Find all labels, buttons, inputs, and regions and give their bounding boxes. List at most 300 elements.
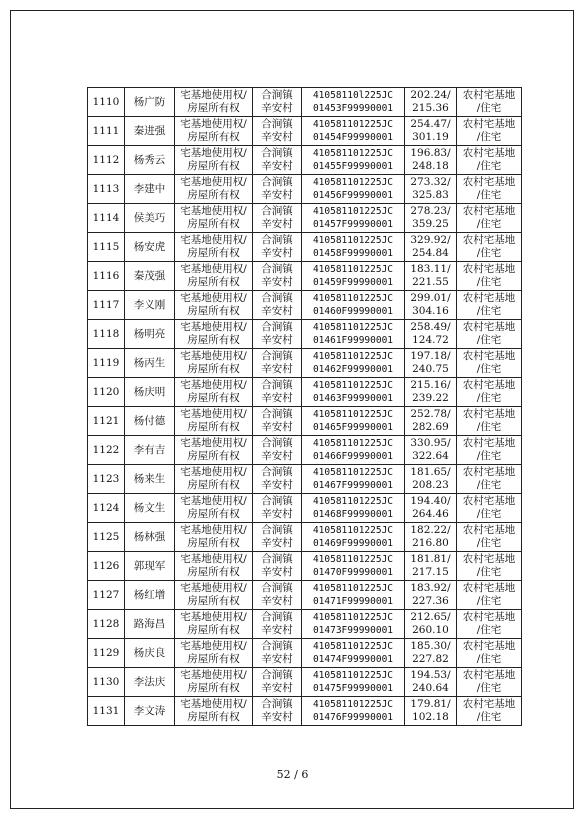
location-line: 合涧镇: [261, 611, 293, 623]
area-line: 325.83: [412, 189, 449, 201]
land-use-line: 农村宅基地: [462, 437, 516, 449]
parcel-code-line: 410581101225JC: [312, 496, 394, 507]
owner-name-cell: 杨庆良: [125, 639, 175, 668]
table-row: [88, 436, 522, 465]
row-number-cell: 1113: [88, 175, 125, 204]
right-type-line: 宅基地使用权/: [180, 466, 247, 478]
right-type-line: 房屋所有权: [187, 189, 240, 201]
owner-name-cell: 杨文生: [125, 494, 175, 523]
right-type-line: 房屋所有权: [187, 508, 240, 520]
parcel-code-line: 01454F99990001: [312, 132, 394, 143]
area-line: 215.36: [412, 102, 449, 114]
location-line: 辛安村: [261, 363, 293, 375]
owner-name-cell: 李有吉: [125, 436, 175, 465]
right-type-cell: [175, 88, 253, 117]
table-row: [88, 523, 522, 552]
land-use-cell: [457, 378, 522, 407]
land-use-line: /住宅: [476, 537, 502, 549]
parcel-code-line: 01459F99990001: [312, 277, 394, 288]
area-cell: [405, 146, 457, 175]
row-number-cell: 1121: [88, 407, 125, 436]
land-use-line: 农村宅基地: [462, 350, 516, 362]
right-type-line: 房屋所有权: [187, 363, 240, 375]
area-line: 182.22/: [410, 524, 451, 536]
right-type-line: 宅基地使用权/: [180, 611, 247, 623]
parcel-code-line: 01458F99990001: [312, 248, 394, 259]
table-row: [88, 668, 522, 697]
area-line: 185.30/: [410, 640, 451, 652]
land-use-cell: [457, 436, 522, 465]
right-type-line: 宅基地使用权/: [180, 89, 247, 101]
location-line: 辛安村: [261, 450, 293, 462]
table-row: [88, 175, 522, 204]
right-type-line: 宅基地使用权/: [180, 582, 247, 594]
land-use-cell: [457, 581, 522, 610]
land-use-line: 农村宅基地: [462, 669, 516, 681]
area-line: 273.32/: [410, 176, 451, 188]
land-use-line: 农村宅基地: [462, 495, 516, 507]
right-type-line: 宅基地使用权/: [180, 263, 247, 275]
row-number-cell: 1122: [88, 436, 125, 465]
owner-name-cell: 杨庆明: [125, 378, 175, 407]
location-line: 辛安村: [261, 421, 293, 433]
parcel-code-line: 410581101225JC: [312, 409, 394, 420]
area-cell: [405, 465, 457, 494]
right-type-cell: [175, 668, 253, 697]
parcel-code-line: 410581101225JC: [312, 554, 394, 565]
parcel-code-line: 01476F99990001: [312, 712, 394, 723]
location-line: 合涧镇: [261, 640, 293, 652]
location-line: 合涧镇: [261, 495, 293, 507]
land-use-line: 农村宅基地: [462, 466, 516, 478]
location-line: 合涧镇: [261, 698, 293, 710]
area-line: 282.69: [412, 421, 449, 433]
parcel-code-line: 410581101225JC: [312, 438, 394, 449]
area-cell: [405, 552, 457, 581]
row-number-cell: 1112: [88, 146, 125, 175]
right-type-line: 房屋所有权: [187, 653, 240, 665]
table-row: [88, 262, 522, 291]
land-use-cell: [457, 117, 522, 146]
area-line: 181.81/: [410, 553, 451, 565]
right-type-line: 宅基地使用权/: [180, 234, 247, 246]
owner-name-cell: 杨广防: [125, 88, 175, 117]
land-use-line: /住宅: [476, 276, 502, 288]
location-line: 合涧镇: [261, 379, 293, 391]
area-line: 183.11/: [410, 263, 451, 275]
location-line: 合涧镇: [261, 582, 293, 594]
right-type-line: 房屋所有权: [187, 305, 240, 317]
location-line: 辛安村: [261, 653, 293, 665]
right-type-line: 房屋所有权: [187, 595, 240, 607]
land-use-line: /住宅: [476, 247, 502, 259]
right-type-cell: [175, 610, 253, 639]
owner-name-cell: 杨秀云: [125, 146, 175, 175]
area-line: 254.47/: [410, 118, 451, 130]
right-type-cell: [175, 233, 253, 262]
parcel-code-line: 410581101225JC: [312, 612, 394, 623]
area-line: 301.19: [412, 131, 449, 143]
right-type-line: 房屋所有权: [187, 421, 240, 433]
area-cell: [405, 436, 457, 465]
land-use-cell: [457, 552, 522, 581]
parcel-code-line: 410581101225JC: [312, 264, 394, 275]
land-use-line: /住宅: [476, 508, 502, 520]
row-number-cell: 1127: [88, 581, 125, 610]
owner-name-cell: 杨林强: [125, 523, 175, 552]
area-line: 221.55: [412, 276, 449, 288]
parcel-code-line: 410581101225JC: [312, 583, 394, 594]
area-cell: [405, 610, 457, 639]
parcel-code-line: 01463F99990001: [312, 393, 394, 404]
parcel-code-line: 410581101225JC: [312, 148, 394, 159]
area-line: 304.16: [412, 305, 449, 317]
parcel-code-line: 01473F99990001: [312, 625, 394, 636]
area-line: 299.01/: [410, 292, 451, 304]
location-line: 辛安村: [261, 537, 293, 549]
parcel-code-line: 01467F99990001: [312, 480, 394, 491]
parcel-code-line: 01475F99990001: [312, 683, 394, 694]
row-number-cell: 1114: [88, 204, 125, 233]
area-cell: [405, 378, 457, 407]
area-line: 227.82: [412, 653, 449, 665]
parcel-code-line: 410581101225JC: [312, 206, 394, 217]
land-use-cell: [457, 262, 522, 291]
parcel-code-line: 01455F99990001: [312, 161, 394, 172]
land-use-cell: [457, 668, 522, 697]
area-line: 212.65/: [410, 611, 451, 623]
parcel-code-cell: [302, 639, 405, 668]
land-use-cell: [457, 204, 522, 233]
area-line: 216.80: [412, 537, 449, 549]
location-cell: [253, 88, 302, 117]
parcel-code-cell: [302, 117, 405, 146]
parcel-code-line: 410581101225JC: [312, 322, 394, 333]
owner-name-cell: 李义刚: [125, 291, 175, 320]
right-type-line: 宅基地使用权/: [180, 553, 247, 565]
parcel-code-line: 01462F99990001: [312, 364, 394, 375]
land-use-cell: [457, 523, 522, 552]
land-use-cell: [457, 465, 522, 494]
location-cell: [253, 233, 302, 262]
land-use-line: 农村宅基地: [462, 205, 516, 217]
right-type-line: 宅基地使用权/: [180, 321, 247, 333]
location-line: 合涧镇: [261, 263, 293, 275]
parcel-code-line: 01465F99990001: [312, 422, 394, 433]
land-use-line: 农村宅基地: [462, 524, 516, 536]
area-line: 240.64: [412, 682, 449, 694]
location-line: 辛安村: [261, 160, 293, 172]
owner-name-cell: 秦进强: [125, 117, 175, 146]
owner-name-cell: 李法庆: [125, 668, 175, 697]
parcel-code-line: 410581101225JC: [312, 670, 394, 681]
land-use-cell: [457, 639, 522, 668]
table-row: [88, 146, 522, 175]
row-number-cell: 1131: [88, 697, 125, 726]
right-type-cell: [175, 639, 253, 668]
row-number-cell: 1126: [88, 552, 125, 581]
location-cell: [253, 407, 302, 436]
location-cell: [253, 494, 302, 523]
parcel-code-cell: [302, 697, 405, 726]
area-line: 202.24/: [410, 89, 451, 101]
parcel-code-cell: [302, 581, 405, 610]
right-type-line: 房屋所有权: [187, 218, 240, 230]
parcel-code-cell: [302, 204, 405, 233]
parcel-code-cell: [302, 378, 405, 407]
area-line: 196.83/: [410, 147, 451, 159]
right-type-line: 房屋所有权: [187, 450, 240, 462]
land-use-line: /住宅: [476, 305, 502, 317]
row-number-cell: 1124: [88, 494, 125, 523]
parcel-code-line: 410581101225JC: [312, 641, 394, 652]
right-type-line: 房屋所有权: [187, 682, 240, 694]
parcel-code-line: 01471F99990001: [312, 596, 394, 607]
parcel-code-line: 01461F99990001: [312, 335, 394, 346]
land-use-line: 农村宅基地: [462, 408, 516, 420]
table-row: [88, 349, 522, 378]
land-use-line: 农村宅基地: [462, 263, 516, 275]
parcel-code-line: 01453F99990001: [312, 103, 394, 114]
table-row: [88, 291, 522, 320]
land-use-line: /住宅: [476, 566, 502, 578]
area-line: 179.81/: [410, 698, 451, 710]
area-line: 260.10: [412, 624, 449, 636]
parcel-code-line: 01456F99990001: [312, 190, 394, 201]
right-type-line: 宅基地使用权/: [180, 640, 247, 652]
location-cell: [253, 552, 302, 581]
area-cell: [405, 581, 457, 610]
location-line: 辛安村: [261, 247, 293, 259]
table-row: [88, 378, 522, 407]
right-type-cell: [175, 552, 253, 581]
land-use-line: /住宅: [476, 334, 502, 346]
table-row: [88, 117, 522, 146]
right-type-line: 房屋所有权: [187, 566, 240, 578]
location-line: 合涧镇: [261, 147, 293, 159]
parcel-code-cell: [302, 523, 405, 552]
owner-name-cell: 杨安虎: [125, 233, 175, 262]
area-line: 217.15: [412, 566, 449, 578]
right-type-line: 房屋所有权: [187, 131, 240, 143]
location-line: 合涧镇: [261, 350, 293, 362]
area-cell: [405, 262, 457, 291]
row-number-cell: 1110: [88, 88, 125, 117]
area-cell: [405, 639, 457, 668]
area-cell: [405, 668, 457, 697]
parcel-code-line: 410581101225JC: [312, 699, 394, 710]
location-line: 合涧镇: [261, 669, 293, 681]
location-cell: [253, 262, 302, 291]
area-cell: [405, 233, 457, 262]
right-type-cell: [175, 523, 253, 552]
land-use-line: /住宅: [476, 392, 502, 404]
right-type-cell: [175, 465, 253, 494]
parcel-code-line: 01470F99990001: [312, 567, 394, 578]
land-use-cell: [457, 175, 522, 204]
area-line: 258.49/: [410, 321, 451, 333]
parcel-code-cell: [302, 320, 405, 349]
location-line: 辛安村: [261, 479, 293, 491]
location-cell: [253, 291, 302, 320]
location-line: 辛安村: [261, 102, 293, 114]
owner-name-cell: 路海昌: [125, 610, 175, 639]
table-row: [88, 697, 522, 726]
land-use-cell: [457, 407, 522, 436]
land-use-cell: [457, 610, 522, 639]
location-line: 合涧镇: [261, 437, 293, 449]
right-type-line: 宅基地使用权/: [180, 176, 247, 188]
parcel-code-line: 410581101225JC: [312, 351, 394, 362]
row-number-cell: 1119: [88, 349, 125, 378]
location-line: 合涧镇: [261, 89, 293, 101]
location-line: 合涧镇: [261, 176, 293, 188]
owner-name-cell: 侯美巧: [125, 204, 175, 233]
owner-name-cell: 杨红增: [125, 581, 175, 610]
area-line: 252.78/: [410, 408, 451, 420]
parcel-code-line: 01460F99990001: [312, 306, 394, 317]
land-use-line: /住宅: [476, 189, 502, 201]
right-type-cell: [175, 407, 253, 436]
right-type-line: 宅基地使用权/: [180, 408, 247, 420]
parcel-code-cell: [302, 146, 405, 175]
table-row: [88, 320, 522, 349]
location-cell: [253, 175, 302, 204]
area-line: 248.18: [412, 160, 449, 172]
land-use-line: 农村宅基地: [462, 147, 516, 159]
table-row: [88, 581, 522, 610]
area-line: 197.18/: [410, 350, 451, 362]
area-cell: [405, 291, 457, 320]
land-use-cell: [457, 233, 522, 262]
location-cell: [253, 349, 302, 378]
parcel-code-line: 01466F99990001: [312, 451, 394, 462]
location-line: 合涧镇: [261, 524, 293, 536]
row-number-cell: 1129: [88, 639, 125, 668]
location-cell: [253, 117, 302, 146]
location-line: 辛安村: [261, 566, 293, 578]
land-use-line: 农村宅基地: [462, 118, 516, 130]
land-use-cell: [457, 697, 522, 726]
area-line: 240.75: [412, 363, 449, 375]
right-type-line: 宅基地使用权/: [180, 350, 247, 362]
right-type-cell: [175, 175, 253, 204]
location-cell: [253, 697, 302, 726]
location-line: 辛安村: [261, 595, 293, 607]
parcel-code-cell: [302, 465, 405, 494]
land-use-line: /住宅: [476, 421, 502, 433]
right-type-cell: [175, 204, 253, 233]
property-registry-table: [87, 87, 522, 726]
parcel-code-cell: [302, 668, 405, 697]
right-type-cell: [175, 146, 253, 175]
area-line: 359.25: [412, 218, 449, 230]
area-line: 194.53/: [410, 669, 451, 681]
location-line: 合涧镇: [261, 321, 293, 333]
right-type-cell: [175, 697, 253, 726]
land-use-line: /住宅: [476, 160, 502, 172]
land-use-line: /住宅: [476, 624, 502, 636]
area-cell: [405, 88, 457, 117]
location-line: 合涧镇: [261, 234, 293, 246]
location-line: 辛安村: [261, 624, 293, 636]
right-type-line: 房屋所有权: [187, 479, 240, 491]
right-type-cell: [175, 378, 253, 407]
right-type-line: 房屋所有权: [187, 247, 240, 259]
location-line: 辛安村: [261, 711, 293, 723]
location-cell: [253, 320, 302, 349]
land-use-line: 农村宅基地: [462, 321, 516, 333]
location-line: 辛安村: [261, 682, 293, 694]
land-use-line: 农村宅基地: [462, 89, 516, 101]
area-cell: [405, 523, 457, 552]
right-type-cell: [175, 262, 253, 291]
land-use-line: 农村宅基地: [462, 234, 516, 246]
table-row: [88, 610, 522, 639]
location-line: 辛安村: [261, 305, 293, 317]
owner-name-cell: 郭现军: [125, 552, 175, 581]
land-use-cell: [457, 320, 522, 349]
area-line: 124.72: [412, 334, 449, 346]
row-number-cell: 1116: [88, 262, 125, 291]
parcel-code-line: 01474F99990001: [312, 654, 394, 665]
parcel-code-line: 41058110l225JC: [312, 90, 394, 101]
land-use-line: 农村宅基地: [462, 553, 516, 565]
area-line: 239.22: [412, 392, 449, 404]
area-line: 208.23: [412, 479, 449, 491]
right-type-line: 宅基地使用权/: [180, 379, 247, 391]
area-line: 330.95/: [410, 437, 451, 449]
location-cell: [253, 523, 302, 552]
area-line: 322.64: [412, 450, 449, 462]
area-line: 227.36: [412, 595, 449, 607]
area-line: 254.84: [412, 247, 449, 259]
row-number-cell: 1123: [88, 465, 125, 494]
area-line: 264.46: [412, 508, 449, 520]
area-cell: [405, 697, 457, 726]
land-use-line: 农村宅基地: [462, 176, 516, 188]
area-cell: [405, 320, 457, 349]
land-use-line: 农村宅基地: [462, 611, 516, 623]
row-number-cell: 1111: [88, 117, 125, 146]
area-cell: [405, 494, 457, 523]
right-type-line: 房屋所有权: [187, 711, 240, 723]
owner-name-cell: 秦茂强: [125, 262, 175, 291]
parcel-code-cell: [302, 349, 405, 378]
land-use-line: 农村宅基地: [462, 379, 516, 391]
right-type-line: 宅基地使用权/: [180, 698, 247, 710]
area-line: 194.40/: [410, 495, 451, 507]
land-use-line: /住宅: [476, 711, 502, 723]
area-line: 215.16/: [410, 379, 451, 391]
owner-name-cell: 李建中: [125, 175, 175, 204]
land-use-line: 农村宅基地: [462, 582, 516, 594]
area-line: 329.92/: [410, 234, 451, 246]
row-number-cell: 1118: [88, 320, 125, 349]
row-number-cell: 1115: [88, 233, 125, 262]
row-number-cell: 1120: [88, 378, 125, 407]
parcel-code-line: 410581101225JC: [312, 177, 394, 188]
location-line: 辛安村: [261, 334, 293, 346]
parcel-code-line: 01457F99990001: [312, 219, 394, 230]
land-use-line: 农村宅基地: [462, 292, 516, 304]
right-type-line: 宅基地使用权/: [180, 118, 247, 130]
parcel-code-cell: [302, 610, 405, 639]
parcel-code-line: 410581101225JC: [312, 119, 394, 130]
area-cell: [405, 349, 457, 378]
registry-table-body: [88, 88, 522, 726]
land-use-cell: [457, 146, 522, 175]
